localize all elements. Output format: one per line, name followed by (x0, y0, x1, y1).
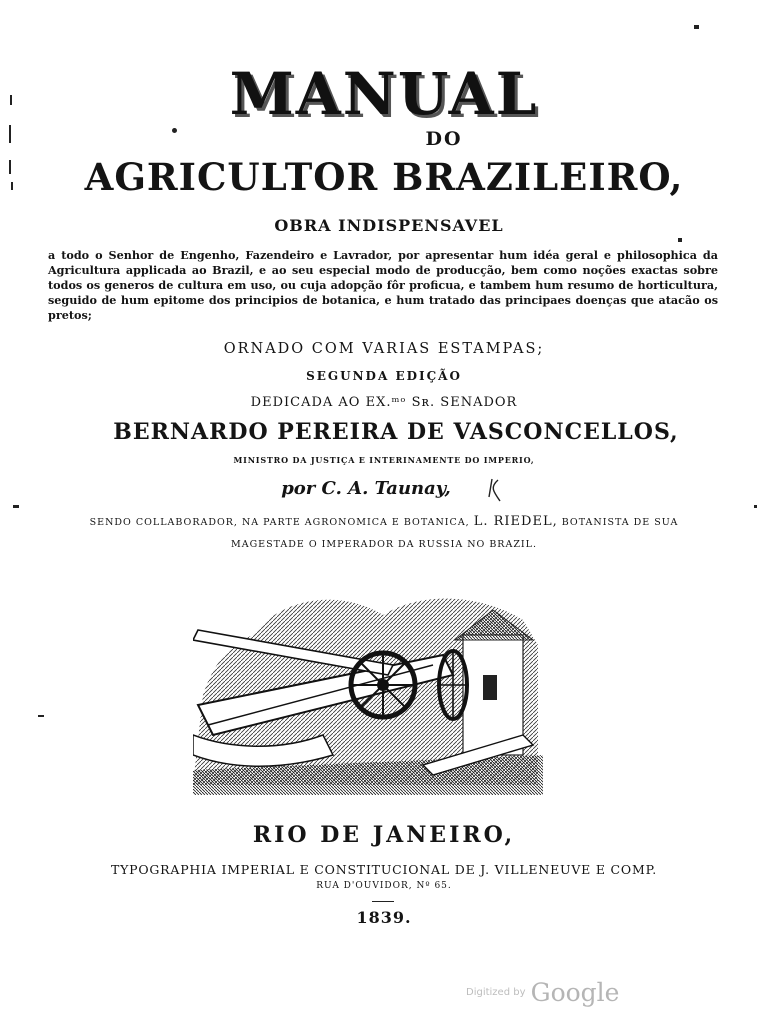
handwritten-mark-icon (484, 477, 508, 505)
scan-speck (678, 238, 682, 242)
edition-line: SEGUNDA EDIÇÃO (306, 369, 462, 383)
imprint-rule (372, 901, 394, 902)
collaborator-line (0, 514, 768, 529)
imprint-city: RIO DE JANEIRO, (252, 822, 516, 848)
margin-mark (11, 182, 13, 190)
scan-speck (38, 715, 44, 717)
cart-wheel-right (439, 651, 467, 719)
dedicatee-name: BERNARDO PEREIRA DE VASCONCELLOS, (113, 419, 679, 445)
margin-mark (9, 160, 11, 174)
farm-cart-engraving (193, 585, 543, 795)
scan-speck (13, 505, 19, 508)
ornado-line: ORNADO COM VARIAS ESTAMPAS; (223, 341, 545, 357)
scan-speck (694, 25, 699, 29)
margin-mark (9, 125, 11, 143)
dedicatee-role: MINISTRO DA JUSTIÇA E INTERINAMENTE DO IMPERIO, (233, 455, 535, 465)
cart-wheel-left (351, 653, 415, 717)
imprint-printer: TYPOGRAPHIA IMPERIAL E CONSTITUCIONAL DE J. VILLENEUVE E COMP. (110, 862, 658, 877)
book-title-headline: MANUAL (229, 60, 539, 128)
hut-window (483, 675, 497, 700)
margin-mark (10, 95, 12, 105)
author-line: por C. A. Taunay, (281, 478, 451, 499)
imprint-year: 1839. (356, 908, 412, 927)
scan-speck (754, 505, 757, 508)
collaborator-name: L. RIEDEL, (473, 514, 558, 529)
obra-line: OBRA INDISPENSAVEL (274, 216, 504, 235)
google-logo: Google (530, 978, 620, 1007)
scan-speck (172, 128, 177, 133)
title-connector: DO (425, 128, 463, 150)
imprint-address: RUA D'OUVIDOR, Nº 65. (316, 881, 452, 891)
digitized-watermark (466, 978, 619, 1007)
description-paragraph: a todo o Senhor de Engenho, Fazendeiro e Lavrador, por apresentar hum idéa geral e philosophica da Agricultura applicada ao Brazil, e ao seu especial modo de producção, bem como noções exactas sobre todos os generos de cultura em uso, ou cuja adopção fôr proficua, e tambem hum resumo de horticultura, seguido de hum epitome dos principios de botanica, e hum tratado das principaes doenças que atacão os pretos; (48, 248, 718, 322)
book-subtitle: AGRICULTOR BRAZILEIRO, (84, 155, 684, 199)
dedication-line: DEDICADA AO EX.ᵐᵒ Sʀ. SENADOR (250, 395, 518, 410)
collaborator-post: BOTANISTA DE SUA (557, 517, 679, 528)
watermark-prefix: Digitized by (466, 987, 526, 998)
collaborator-line-2: MAGESTADE O IMPERADOR DA RUSSIA NO BRAZIL. (230, 539, 537, 550)
collaborator-pre: SENDO COLLABORADOR, NA PARTE AGRONOMICA E BOTANICA, (89, 517, 474, 528)
